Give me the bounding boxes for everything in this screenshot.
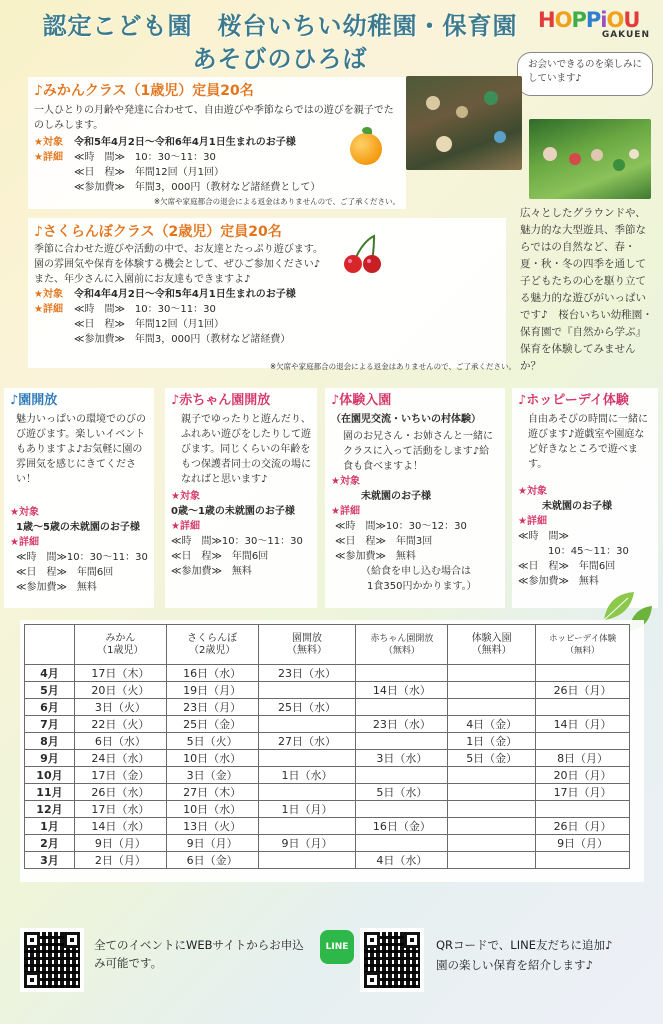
hoppy-target-label: ★対象 — [518, 486, 547, 497]
table-header-cell: 体験入園 （無料） — [448, 625, 536, 665]
month-cell: 1月 — [25, 818, 75, 835]
trial-title: ♪体験入園 — [331, 393, 392, 408]
date-cell — [258, 784, 356, 801]
table-header-cell: さくらんぼ （2歳児） — [166, 625, 258, 665]
side-description: 広々としたグラウンドや、魅力的な大型遊具、季節ならではの自然など、春・夏・秋・冬の四季を通して子どもたちの心を駆り立てる魅力的な遊びがいっぱいです♪ 桜台いちい幼稚園・保育園で『自然から学ぶ』保育を体験してみませんか？ — [520, 207, 653, 372]
mikan-detail-label: ★詳細 — [34, 152, 63, 163]
month-cell: 12月 — [25, 801, 75, 818]
title-line-1: 認定こども園 桜台いちい幼稚園・保育園 — [42, 12, 518, 40]
mikan-target-label: ★対象 — [34, 137, 63, 148]
table-row — [25, 767, 630, 784]
date-cell — [536, 699, 630, 716]
date-cell — [258, 682, 356, 699]
table-header-cell: ホッピーデイ体験 （無料） — [536, 625, 630, 665]
trial-target-label: ★対象 — [331, 476, 360, 487]
open-fee: ≪参加費≫ 無料 — [16, 582, 97, 593]
table-row — [25, 784, 630, 801]
date-cell: 23日（水） — [356, 716, 448, 733]
date-cell: 6日（水） — [74, 733, 166, 750]
date-cell: 26日（月） — [536, 682, 630, 699]
line-notice-2: 園の楽しい保育を紹介します♪ — [436, 958, 593, 972]
web-notice: 全てのイベントにWEBサイトからお申込み可能です。 — [94, 938, 304, 970]
date-cell: 10日（水） — [166, 750, 258, 767]
date-cell: 17日（水） — [74, 801, 166, 818]
sakuranbo-detail-label: ★詳細 — [34, 304, 63, 315]
date-cell — [536, 733, 630, 750]
line-icon: LINE — [320, 930, 354, 964]
baby-time: ≪時 間≫10：30〜11：30 — [171, 536, 303, 547]
date-cell — [258, 852, 356, 869]
sakuranbo-time: ≪時 間≫ 10：30〜11：30 — [74, 304, 216, 315]
date-cell — [356, 699, 448, 716]
date-cell: 9日（月） — [258, 835, 356, 852]
open-target-label: ★対象 — [10, 507, 39, 518]
date-cell — [356, 767, 448, 784]
trial-subtitle: （在園児交流・いちいの村体験） — [331, 414, 481, 425]
date-cell: 5日（水） — [356, 784, 448, 801]
date-cell — [448, 682, 536, 699]
schedule-table — [24, 624, 630, 869]
date-cell: 1日（金） — [448, 733, 536, 750]
baby-detail-label: ★詳細 — [171, 521, 200, 532]
date-cell: 25日（金） — [166, 716, 258, 733]
date-cell: 9日（月） — [166, 835, 258, 852]
table-row — [25, 750, 630, 767]
line-notice-1: QRコードで、LINE友だちに追加♪ — [436, 938, 613, 952]
trial-detail-label: ★詳細 — [331, 506, 360, 517]
open-detail-label: ★詳細 — [10, 537, 39, 548]
date-cell — [258, 750, 356, 767]
date-cell: 25日（水） — [258, 699, 356, 716]
date-cell — [448, 801, 536, 818]
open-schedule: ≪日 程≫ 年間6回 — [16, 567, 114, 578]
mikan-desc: 一人ひとりの月齢や発達に合わせて、自由遊びや季節ならではの遊びを親子でたのしみします。 — [34, 105, 394, 131]
sakuranbo-fee: ≪参加費≫ 年間3，000円（教材など諸経費） — [74, 334, 291, 345]
hoppy-fee: ≪参加費≫ 無料 — [518, 576, 599, 587]
date-cell: 10日（水） — [166, 801, 258, 818]
photo-children-digging — [406, 76, 522, 170]
date-cell: 16日（金） — [356, 818, 448, 835]
logo — [538, 8, 650, 48]
date-cell: 20日（火） — [74, 682, 166, 699]
date-cell: 14日（水） — [74, 818, 166, 835]
baby-schedule: ≪日 程≫ 年間6回 — [171, 551, 269, 562]
month-cell: 3月 — [25, 852, 75, 869]
trial-target: 未就園のお子様 — [361, 491, 431, 502]
date-cell: 5日（金） — [448, 750, 536, 767]
trial-schedule: ≪日 程≫ 年間3回 — [335, 536, 433, 547]
qr-code-icon[interactable] — [20, 928, 84, 992]
date-cell — [356, 733, 448, 750]
date-cell — [448, 784, 536, 801]
schedule-header-row — [25, 625, 630, 665]
month-cell: 4月 — [25, 665, 75, 682]
date-cell: 5日（火） — [166, 733, 258, 750]
photo-children-grass — [529, 119, 651, 199]
schedule-table-box — [20, 620, 644, 882]
line-qr-code-icon[interactable] — [360, 928, 424, 992]
month-cell: 11月 — [25, 784, 75, 801]
open-time: ≪時 間≫10：30〜11：30 — [16, 552, 148, 563]
date-cell: 4日（水） — [356, 852, 448, 869]
sakuranbo-desc-3: また、年少さんに入園前にお友達もできますよ♪ — [34, 274, 251, 285]
cherry-icon — [340, 232, 388, 276]
date-cell: 27日（水） — [258, 733, 356, 750]
table-row — [25, 682, 630, 699]
table-row — [25, 801, 630, 818]
mikan-title: ♪みかんクラス（1歳児）定員20名 — [34, 83, 254, 99]
date-cell — [536, 852, 630, 869]
mikan-target: 令和5年4月2日〜令和6年4月1日生まれのお子様 — [74, 137, 296, 148]
table-row — [25, 835, 630, 852]
date-cell: 4日（金） — [448, 716, 536, 733]
sakuranbo-desc-1: 季節に合わせた遊びや活動の中で、お友達とたっぷり遊びます。 — [34, 244, 323, 255]
baby-desc: 親子でゆったりと遊んだり、ふれあい遊びをしたりして遊びます。同じくらいの年齢をもつ保護者同士の交流の場になればと思います♪ — [181, 414, 311, 485]
title-line-2: あそびのひろば — [192, 45, 368, 73]
date-cell — [448, 835, 536, 852]
date-cell: 17日（木） — [74, 665, 166, 682]
trial-time: ≪時 間≫10：30〜12：30 — [335, 521, 467, 532]
mikan-schedule: ≪日 程≫ 年間12回（月1回） — [74, 167, 225, 178]
date-cell: 9日（月） — [536, 835, 630, 852]
mikan-time: ≪時 間≫ 10：30〜11：30 — [74, 152, 216, 163]
open-target: 1歳〜5歳の未就園のお子様 — [16, 522, 140, 533]
hoppy-time: ≪時 間≫ — [518, 531, 569, 542]
trial-fee-note-2: 1食350円かかります。） — [367, 581, 477, 592]
mikan-note: ※欠席や家庭都合の退会による返金はありませんので、ご了承ください。 — [153, 197, 400, 206]
hoppy-detail-label: ★詳細 — [518, 516, 547, 527]
date-cell: 27日（木） — [166, 784, 258, 801]
trial-fee-note-1: （給食を申し込む場合は — [361, 566, 471, 577]
hoppy-desc: 自由あそびの時間に一緒に遊びます♪遊戯室や園庭など好きなところで遊べます。 — [528, 414, 648, 470]
date-cell: 24日（水） — [74, 750, 166, 767]
date-cell — [258, 716, 356, 733]
sakuranbo-schedule: ≪日 程≫ 年間12回（月1回） — [74, 319, 225, 330]
trial-fee: ≪参加費≫ 無料 — [335, 551, 416, 562]
month-cell: 7月 — [25, 716, 75, 733]
month-cell: 6月 — [25, 699, 75, 716]
orange-fruit-icon — [350, 133, 382, 165]
date-cell: 23日（水） — [258, 665, 356, 682]
table-row — [25, 699, 630, 716]
sakuranbo-target: 令和4年4月2日〜令和5年4月1日生まれのお子様 — [74, 289, 296, 300]
date-cell: 17日（金） — [74, 767, 166, 784]
date-cell — [448, 818, 536, 835]
table-row — [25, 665, 630, 682]
month-cell: 2月 — [25, 835, 75, 852]
date-cell: 6日（金） — [166, 852, 258, 869]
open-title: ♪園開放 — [10, 393, 58, 408]
date-cell — [448, 699, 536, 716]
date-cell: 19日（月） — [166, 682, 258, 699]
baby-target: 0歳〜1歳の未就園のお子様 — [171, 506, 295, 517]
date-cell — [356, 835, 448, 852]
page-title — [30, 10, 530, 76]
date-cell: 26日（月） — [536, 818, 630, 835]
date-cell — [258, 818, 356, 835]
date-cell: 16日（水） — [166, 665, 258, 682]
speech-bubble: お会いできるのを楽しみにしています♪ — [517, 52, 653, 96]
month-cell: 10月 — [25, 767, 75, 784]
hoppy-time-2: 10：45〜11：30 — [548, 546, 629, 557]
baby-target-label: ★対象 — [171, 491, 200, 502]
sakuranbo-target-label: ★対象 — [34, 289, 63, 300]
date-cell: 22日（火） — [74, 716, 166, 733]
date-cell — [536, 801, 630, 818]
date-cell: 2日（月） — [74, 852, 166, 869]
table-row — [25, 852, 630, 869]
month-cell: 5月 — [25, 682, 75, 699]
date-cell: 9日（月） — [74, 835, 166, 852]
trial-card — [325, 388, 505, 608]
date-cell: 8日（月） — [536, 750, 630, 767]
date-cell: 1日（水） — [258, 767, 356, 784]
sakuranbo-class-card — [28, 218, 506, 368]
date-cell — [448, 852, 536, 869]
baby-fee: ≪参加費≫ 無料 — [171, 566, 252, 577]
date-cell: 3日（火） — [74, 699, 166, 716]
date-cell — [536, 665, 630, 682]
hoppy-schedule: ≪日 程≫ 年間6回 — [518, 561, 616, 572]
date-cell: 14日（月） — [536, 716, 630, 733]
table-header-cell: 赤ちゃん園開放 （無料） — [356, 625, 448, 665]
date-cell: 3日（金） — [166, 767, 258, 784]
hoppy-card — [512, 388, 658, 608]
sakuranbo-note: ※欠席や家庭都合の退会による返金はありませんので、ご了承ください。 — [269, 362, 516, 371]
date-cell: 3日（水） — [356, 750, 448, 767]
table-header-cell: みかん （1歳児） — [74, 625, 166, 665]
mikan-class-card — [28, 77, 406, 209]
date-cell — [448, 665, 536, 682]
hoppy-target: 未就園のお子様 — [542, 501, 612, 512]
month-cell: 9月 — [25, 750, 75, 767]
table-row — [25, 733, 630, 750]
logo-text: HOPPiOU — [538, 8, 640, 32]
table-row — [25, 818, 630, 835]
date-cell: 13日（火） — [166, 818, 258, 835]
baby-card — [165, 388, 317, 608]
date-cell: 26日（水） — [74, 784, 166, 801]
open-card — [4, 388, 154, 608]
date-cell: 20日（月） — [536, 767, 630, 784]
trial-desc: 園のお兄さん・お姉さんと一緒にクラスに入って活動をします♪給食も食べますよ！ — [343, 431, 493, 472]
date-cell: 14日（水） — [356, 682, 448, 699]
open-desc: 魅力いっぱいの環境でのびのび遊びます。楽しいイベントもありますよ♪お気軽に園の雰囲気を感じにきてください！ — [16, 414, 146, 485]
table-header-cell — [25, 625, 75, 665]
table-row — [25, 716, 630, 733]
date-cell — [356, 801, 448, 818]
date-cell — [356, 665, 448, 682]
sakuranbo-desc-2: 園の雰囲気や保育を体験する機会として、ぜひご参加ください♪ — [34, 259, 321, 270]
date-cell — [448, 767, 536, 784]
hoppy-title: ♪ホッピーデイ体験 — [518, 393, 629, 408]
date-cell: 17日（月） — [536, 784, 630, 801]
mikan-fee: ≪参加費≫ 年間3，000円（教材など諸経費として） — [74, 182, 321, 193]
baby-title: ♪赤ちゃん園開放 — [171, 393, 271, 408]
table-header-cell: 園開放 （無料） — [258, 625, 356, 665]
sakuranbo-title: ♪さくらんぼクラス（2歳児）定員20名 — [34, 224, 282, 240]
month-cell: 8月 — [25, 733, 75, 750]
date-cell: 1日（月） — [258, 801, 356, 818]
logo-subtext: GAKUEN — [601, 30, 650, 40]
date-cell: 23日（月） — [166, 699, 258, 716]
